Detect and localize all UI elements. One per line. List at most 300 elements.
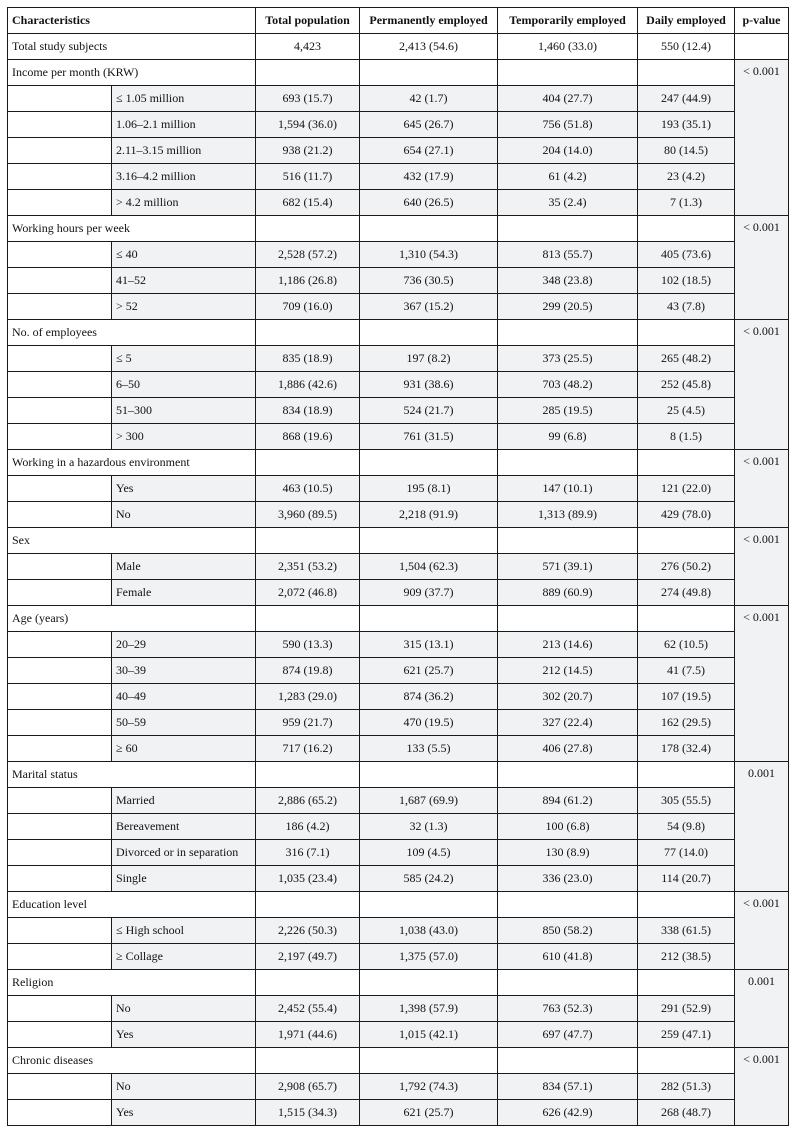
category-empty-cell <box>498 892 638 918</box>
category-row <box>8 450 789 476</box>
table-row <box>8 502 789 528</box>
value-cell: 524 (21.7) <box>360 398 498 424</box>
category-empty-cell <box>360 320 498 346</box>
category-empty-cell <box>498 528 638 554</box>
value-cell: 1,398 (57.9) <box>360 996 498 1022</box>
total-cell: 550 (12.4) <box>638 34 735 60</box>
subcategory-label: Yes <box>112 476 256 502</box>
value-cell: 212 (38.5) <box>638 944 735 970</box>
value-cell: 470 (19.5) <box>360 710 498 736</box>
category-empty-cell <box>360 528 498 554</box>
header-p-value: p-value <box>735 8 789 34</box>
table-body <box>8 34 789 1126</box>
category-empty-cell <box>638 216 735 242</box>
value-cell: 373 (25.5) <box>498 346 638 372</box>
value-cell: 1,038 (43.0) <box>360 918 498 944</box>
subcategory-label: No <box>112 996 256 1022</box>
category-empty-cell <box>256 528 360 554</box>
value-cell: 282 (51.3) <box>638 1074 735 1100</box>
subcategory-label: ≤ High school <box>112 918 256 944</box>
value-cell: 197 (8.2) <box>360 346 498 372</box>
subcategory-label: Divorced or in separation <box>112 840 256 866</box>
value-cell: 107 (19.5) <box>638 684 735 710</box>
indent-cell <box>8 424 112 450</box>
value-cell: 405 (73.6) <box>638 242 735 268</box>
value-cell: 336 (23.0) <box>498 866 638 892</box>
value-cell: 259 (47.1) <box>638 1022 735 1048</box>
category-row <box>8 1048 789 1074</box>
value-cell: 41 (7.5) <box>638 658 735 684</box>
indent-cell <box>8 710 112 736</box>
category-empty-cell <box>638 762 735 788</box>
category-empty-cell <box>498 762 638 788</box>
value-cell: 2,528 (57.2) <box>256 242 360 268</box>
value-cell: 610 (41.8) <box>498 944 638 970</box>
category-empty-cell <box>256 762 360 788</box>
indent-cell <box>8 1022 112 1048</box>
value-cell: 429 (78.0) <box>638 502 735 528</box>
table-row <box>8 918 789 944</box>
header-daily-employed: Daily employed <box>638 8 735 34</box>
subcategory-label: ≤ 1.05 million <box>112 86 256 112</box>
value-cell: 276 (50.2) <box>638 554 735 580</box>
category-label: Sex <box>8 528 256 554</box>
category-empty-cell <box>256 216 360 242</box>
value-cell: 1,504 (62.3) <box>360 554 498 580</box>
value-cell: 252 (45.8) <box>638 372 735 398</box>
table-row <box>8 346 789 372</box>
value-cell: 2,226 (50.3) <box>256 918 360 944</box>
subcategory-label: > 300 <box>112 424 256 450</box>
value-cell: 404 (27.7) <box>498 86 638 112</box>
p-value-cell: 0.001 <box>735 970 789 1048</box>
indent-cell <box>8 840 112 866</box>
indent-cell <box>8 372 112 398</box>
indent-cell <box>8 138 112 164</box>
table-row <box>8 164 789 190</box>
category-empty-cell <box>360 892 498 918</box>
indent-cell <box>8 268 112 294</box>
subcategory-label: No <box>112 502 256 528</box>
value-cell: 2,351 (53.2) <box>256 554 360 580</box>
value-cell: 291 (52.9) <box>638 996 735 1022</box>
value-cell: 23 (4.2) <box>638 164 735 190</box>
subcategory-label: 30–39 <box>112 658 256 684</box>
indent-cell <box>8 346 112 372</box>
value-cell: 697 (47.7) <box>498 1022 638 1048</box>
table-row <box>8 242 789 268</box>
category-empty-cell <box>256 892 360 918</box>
p-value-cell: < 0.001 <box>735 528 789 606</box>
category-empty-cell <box>638 320 735 346</box>
value-cell: 834 (57.1) <box>498 1074 638 1100</box>
value-cell: 1,035 (23.4) <box>256 866 360 892</box>
subcategory-label: > 52 <box>112 294 256 320</box>
category-label: Education level <box>8 892 256 918</box>
value-cell: 212 (14.5) <box>498 658 638 684</box>
value-cell: 367 (15.2) <box>360 294 498 320</box>
indent-cell <box>8 502 112 528</box>
category-label: Marital status <box>8 762 256 788</box>
category-row <box>8 606 789 632</box>
value-cell: 109 (4.5) <box>360 840 498 866</box>
subcategory-label: ≤ 40 <box>112 242 256 268</box>
subcategory-label: 20–29 <box>112 632 256 658</box>
category-empty-cell <box>638 1048 735 1074</box>
value-cell: 130 (8.9) <box>498 840 638 866</box>
header-row <box>8 8 789 34</box>
subcategory-label: ≤ 5 <box>112 346 256 372</box>
category-empty-cell <box>638 892 735 918</box>
indent-cell <box>8 476 112 502</box>
category-empty-cell <box>360 1048 498 1074</box>
p-value-cell: < 0.001 <box>735 450 789 528</box>
category-empty-cell <box>256 320 360 346</box>
value-cell: 621 (25.7) <box>360 1100 498 1126</box>
table-row <box>8 398 789 424</box>
category-empty-cell <box>498 450 638 476</box>
value-cell: 736 (30.5) <box>360 268 498 294</box>
total-cell: 1,460 (33.0) <box>498 34 638 60</box>
value-cell: 959 (21.7) <box>256 710 360 736</box>
value-cell: 35 (2.4) <box>498 190 638 216</box>
category-empty-cell <box>360 970 498 996</box>
table-row <box>8 1022 789 1048</box>
value-cell: 268 (48.7) <box>638 1100 735 1126</box>
category-empty-cell <box>498 216 638 242</box>
subcategory-label: 51–300 <box>112 398 256 424</box>
value-cell: 213 (14.6) <box>498 632 638 658</box>
indent-cell <box>8 658 112 684</box>
subcategory-label: ≥ Collage <box>112 944 256 970</box>
category-empty-cell <box>498 606 638 632</box>
indent-cell <box>8 242 112 268</box>
table-row <box>8 1074 789 1100</box>
category-empty-cell <box>256 450 360 476</box>
value-cell: 7 (1.3) <box>638 190 735 216</box>
value-cell: 285 (19.5) <box>498 398 638 424</box>
category-empty-cell <box>638 528 735 554</box>
value-cell: 204 (14.0) <box>498 138 638 164</box>
value-cell: 195 (8.1) <box>360 476 498 502</box>
subcategory-label: Married <box>112 788 256 814</box>
category-empty-cell <box>256 60 360 86</box>
value-cell: 654 (27.1) <box>360 138 498 164</box>
category-empty-cell <box>498 320 638 346</box>
value-cell: 302 (20.7) <box>498 684 638 710</box>
category-empty-cell <box>360 762 498 788</box>
value-cell: 305 (55.5) <box>638 788 735 814</box>
category-empty-cell <box>256 606 360 632</box>
value-cell: 2,197 (49.7) <box>256 944 360 970</box>
header-characteristics: Characteristics <box>8 8 256 34</box>
subcategory-label: Bereavement <box>112 814 256 840</box>
table-row <box>8 736 789 762</box>
table-row <box>8 632 789 658</box>
header-temporarily-employed: Temporarily employed <box>498 8 638 34</box>
value-cell: 874 (19.8) <box>256 658 360 684</box>
indent-cell <box>8 554 112 580</box>
value-cell: 889 (60.9) <box>498 580 638 606</box>
value-cell: 274 (49.8) <box>638 580 735 606</box>
value-cell: 99 (6.8) <box>498 424 638 450</box>
value-cell: 1,594 (36.0) <box>256 112 360 138</box>
p-value-cell: < 0.001 <box>735 606 789 762</box>
subcategory-label: > 4.2 million <box>112 190 256 216</box>
category-empty-cell <box>360 60 498 86</box>
table-row <box>8 580 789 606</box>
p-value-cell: < 0.001 <box>735 1048 789 1126</box>
indent-cell <box>8 814 112 840</box>
value-cell: 1,792 (74.3) <box>360 1074 498 1100</box>
table-row <box>8 294 789 320</box>
value-cell: 2,452 (55.4) <box>256 996 360 1022</box>
value-cell: 432 (17.9) <box>360 164 498 190</box>
value-cell: 626 (42.9) <box>498 1100 638 1126</box>
category-row <box>8 60 789 86</box>
p-value-cell: < 0.001 <box>735 892 789 970</box>
value-cell: 571 (39.1) <box>498 554 638 580</box>
value-cell: 590 (13.3) <box>256 632 360 658</box>
value-cell: 247 (44.9) <box>638 86 735 112</box>
table-row <box>8 138 789 164</box>
p-value-cell: < 0.001 <box>735 320 789 450</box>
category-label: Working in a hazardous environment <box>8 450 256 476</box>
category-label: Age (years) <box>8 606 256 632</box>
indent-cell <box>8 918 112 944</box>
value-cell: 621 (25.7) <box>360 658 498 684</box>
value-cell: 645 (26.7) <box>360 112 498 138</box>
value-cell: 813 (55.7) <box>498 242 638 268</box>
table-row <box>8 788 789 814</box>
subcategory-label: Male <box>112 554 256 580</box>
subcategory-label: Female <box>112 580 256 606</box>
category-empty-cell <box>638 450 735 476</box>
category-empty-cell <box>638 606 735 632</box>
value-cell: 178 (32.4) <box>638 736 735 762</box>
value-cell: 42 (1.7) <box>360 86 498 112</box>
value-cell: 1,310 (54.3) <box>360 242 498 268</box>
value-cell: 80 (14.5) <box>638 138 735 164</box>
subcategory-label: Yes <box>112 1100 256 1126</box>
category-row <box>8 970 789 996</box>
value-cell: 2,218 (91.9) <box>360 502 498 528</box>
total-cell: 4,423 <box>256 34 360 60</box>
value-cell: 193 (35.1) <box>638 112 735 138</box>
indent-cell <box>8 1074 112 1100</box>
value-cell: 348 (23.8) <box>498 268 638 294</box>
value-cell: 761 (31.5) <box>360 424 498 450</box>
category-row <box>8 892 789 918</box>
category-empty-cell <box>498 1048 638 1074</box>
indent-cell <box>8 1100 112 1126</box>
p-value-cell: < 0.001 <box>735 60 789 216</box>
value-cell: 834 (18.9) <box>256 398 360 424</box>
table-row <box>8 86 789 112</box>
value-cell: 1,186 (26.8) <box>256 268 360 294</box>
value-cell: 693 (15.7) <box>256 86 360 112</box>
value-cell: 717 (16.2) <box>256 736 360 762</box>
p-value-cell: < 0.001 <box>735 216 789 320</box>
category-label: Chronic diseases <box>8 1048 256 1074</box>
category-empty-cell <box>638 60 735 86</box>
value-cell: 265 (48.2) <box>638 346 735 372</box>
value-cell: 709 (16.0) <box>256 294 360 320</box>
value-cell: 640 (26.5) <box>360 190 498 216</box>
value-cell: 2,886 (65.2) <box>256 788 360 814</box>
value-cell: 756 (51.8) <box>498 112 638 138</box>
table-row <box>8 944 789 970</box>
category-label: Religion <box>8 970 256 996</box>
value-cell: 3,960 (89.5) <box>256 502 360 528</box>
value-cell: 2,072 (46.8) <box>256 580 360 606</box>
category-row <box>8 762 789 788</box>
subcategory-label: Single <box>112 866 256 892</box>
indent-cell <box>8 112 112 138</box>
subcategory-label: 3.16–4.2 million <box>112 164 256 190</box>
subcategory-label: 2.11–3.15 million <box>112 138 256 164</box>
p-value-cell: 0.001 <box>735 762 789 892</box>
table-row <box>8 476 789 502</box>
value-cell: 121 (22.0) <box>638 476 735 502</box>
indent-cell <box>8 736 112 762</box>
value-cell: 100 (6.8) <box>498 814 638 840</box>
value-cell: 114 (20.7) <box>638 866 735 892</box>
value-cell: 585 (24.2) <box>360 866 498 892</box>
category-empty-cell <box>256 1048 360 1074</box>
value-cell: 299 (20.5) <box>498 294 638 320</box>
total-row <box>8 34 789 60</box>
category-empty-cell <box>638 970 735 996</box>
value-cell: 327 (22.4) <box>498 710 638 736</box>
subcategory-label: No <box>112 1074 256 1100</box>
value-cell: 874 (36.2) <box>360 684 498 710</box>
subcategory-label: 40–49 <box>112 684 256 710</box>
value-cell: 25 (4.5) <box>638 398 735 424</box>
value-cell: 850 (58.2) <box>498 918 638 944</box>
value-cell: 338 (61.5) <box>638 918 735 944</box>
value-cell: 62 (10.5) <box>638 632 735 658</box>
table-row <box>8 840 789 866</box>
value-cell: 147 (10.1) <box>498 476 638 502</box>
table-row <box>8 112 789 138</box>
value-cell: 1,886 (42.6) <box>256 372 360 398</box>
table-row <box>8 996 789 1022</box>
table-row <box>8 372 789 398</box>
category-row <box>8 528 789 554</box>
category-row <box>8 320 789 346</box>
table-row <box>8 424 789 450</box>
header-permanently-employed: Permanently employed <box>360 8 498 34</box>
value-cell: 703 (48.2) <box>498 372 638 398</box>
indent-cell <box>8 86 112 112</box>
category-label: No. of employees <box>8 320 256 346</box>
characteristics-table <box>7 7 789 1126</box>
table-row <box>8 814 789 840</box>
indent-cell <box>8 190 112 216</box>
value-cell: 894 (61.2) <box>498 788 638 814</box>
table-row <box>8 658 789 684</box>
indent-cell <box>8 866 112 892</box>
value-cell: 77 (14.0) <box>638 840 735 866</box>
value-cell: 1,283 (29.0) <box>256 684 360 710</box>
value-cell: 868 (19.6) <box>256 424 360 450</box>
value-cell: 133 (5.5) <box>360 736 498 762</box>
subcategory-label: ≥ 60 <box>112 736 256 762</box>
indent-cell <box>8 580 112 606</box>
category-label: Working hours per week <box>8 216 256 242</box>
total-label: Total study subjects <box>8 34 256 60</box>
subcategory-label: 6–50 <box>112 372 256 398</box>
total-cell: 2,413 (54.6) <box>360 34 498 60</box>
indent-cell <box>8 944 112 970</box>
header-total-population: Total population <box>256 8 360 34</box>
indent-cell <box>8 398 112 424</box>
indent-cell <box>8 164 112 190</box>
value-cell: 8 (1.5) <box>638 424 735 450</box>
value-cell: 938 (21.2) <box>256 138 360 164</box>
value-cell: 102 (18.5) <box>638 268 735 294</box>
value-cell: 682 (15.4) <box>256 190 360 216</box>
category-row <box>8 216 789 242</box>
value-cell: 1,313 (89.9) <box>498 502 638 528</box>
category-empty-cell <box>360 216 498 242</box>
subcategory-label: 1.06–2.1 million <box>112 112 256 138</box>
category-empty-cell <box>360 606 498 632</box>
indent-cell <box>8 632 112 658</box>
value-cell: 162 (29.5) <box>638 710 735 736</box>
subcategory-label: Yes <box>112 1022 256 1048</box>
value-cell: 61 (4.2) <box>498 164 638 190</box>
table-row <box>8 684 789 710</box>
indent-cell <box>8 684 112 710</box>
indent-cell <box>8 788 112 814</box>
value-cell: 1,687 (69.9) <box>360 788 498 814</box>
value-cell: 43 (7.8) <box>638 294 735 320</box>
table-row <box>8 710 789 736</box>
category-empty-cell <box>360 450 498 476</box>
value-cell: 1,015 (42.1) <box>360 1022 498 1048</box>
value-cell: 931 (38.6) <box>360 372 498 398</box>
value-cell: 1,971 (44.6) <box>256 1022 360 1048</box>
category-empty-cell <box>498 60 638 86</box>
category-label: Income per month (KRW) <box>8 60 256 86</box>
value-cell: 1,515 (34.3) <box>256 1100 360 1126</box>
value-cell: 463 (10.5) <box>256 476 360 502</box>
table-row <box>8 554 789 580</box>
value-cell: 763 (52.3) <box>498 996 638 1022</box>
value-cell: 32 (1.3) <box>360 814 498 840</box>
indent-cell <box>8 294 112 320</box>
value-cell: 315 (13.1) <box>360 632 498 658</box>
value-cell: 186 (4.2) <box>256 814 360 840</box>
value-cell: 909 (37.7) <box>360 580 498 606</box>
value-cell: 406 (27.8) <box>498 736 638 762</box>
value-cell: 835 (18.9) <box>256 346 360 372</box>
indent-cell <box>8 996 112 1022</box>
table-row <box>8 1100 789 1126</box>
subcategory-label: 41–52 <box>112 268 256 294</box>
category-empty-cell <box>256 970 360 996</box>
total-p-cell <box>735 34 789 60</box>
value-cell: 54 (9.8) <box>638 814 735 840</box>
value-cell: 1,375 (57.0) <box>360 944 498 970</box>
table-row <box>8 190 789 216</box>
subcategory-label: 50–59 <box>112 710 256 736</box>
category-empty-cell <box>498 970 638 996</box>
value-cell: 516 (11.7) <box>256 164 360 190</box>
value-cell: 316 (7.1) <box>256 840 360 866</box>
